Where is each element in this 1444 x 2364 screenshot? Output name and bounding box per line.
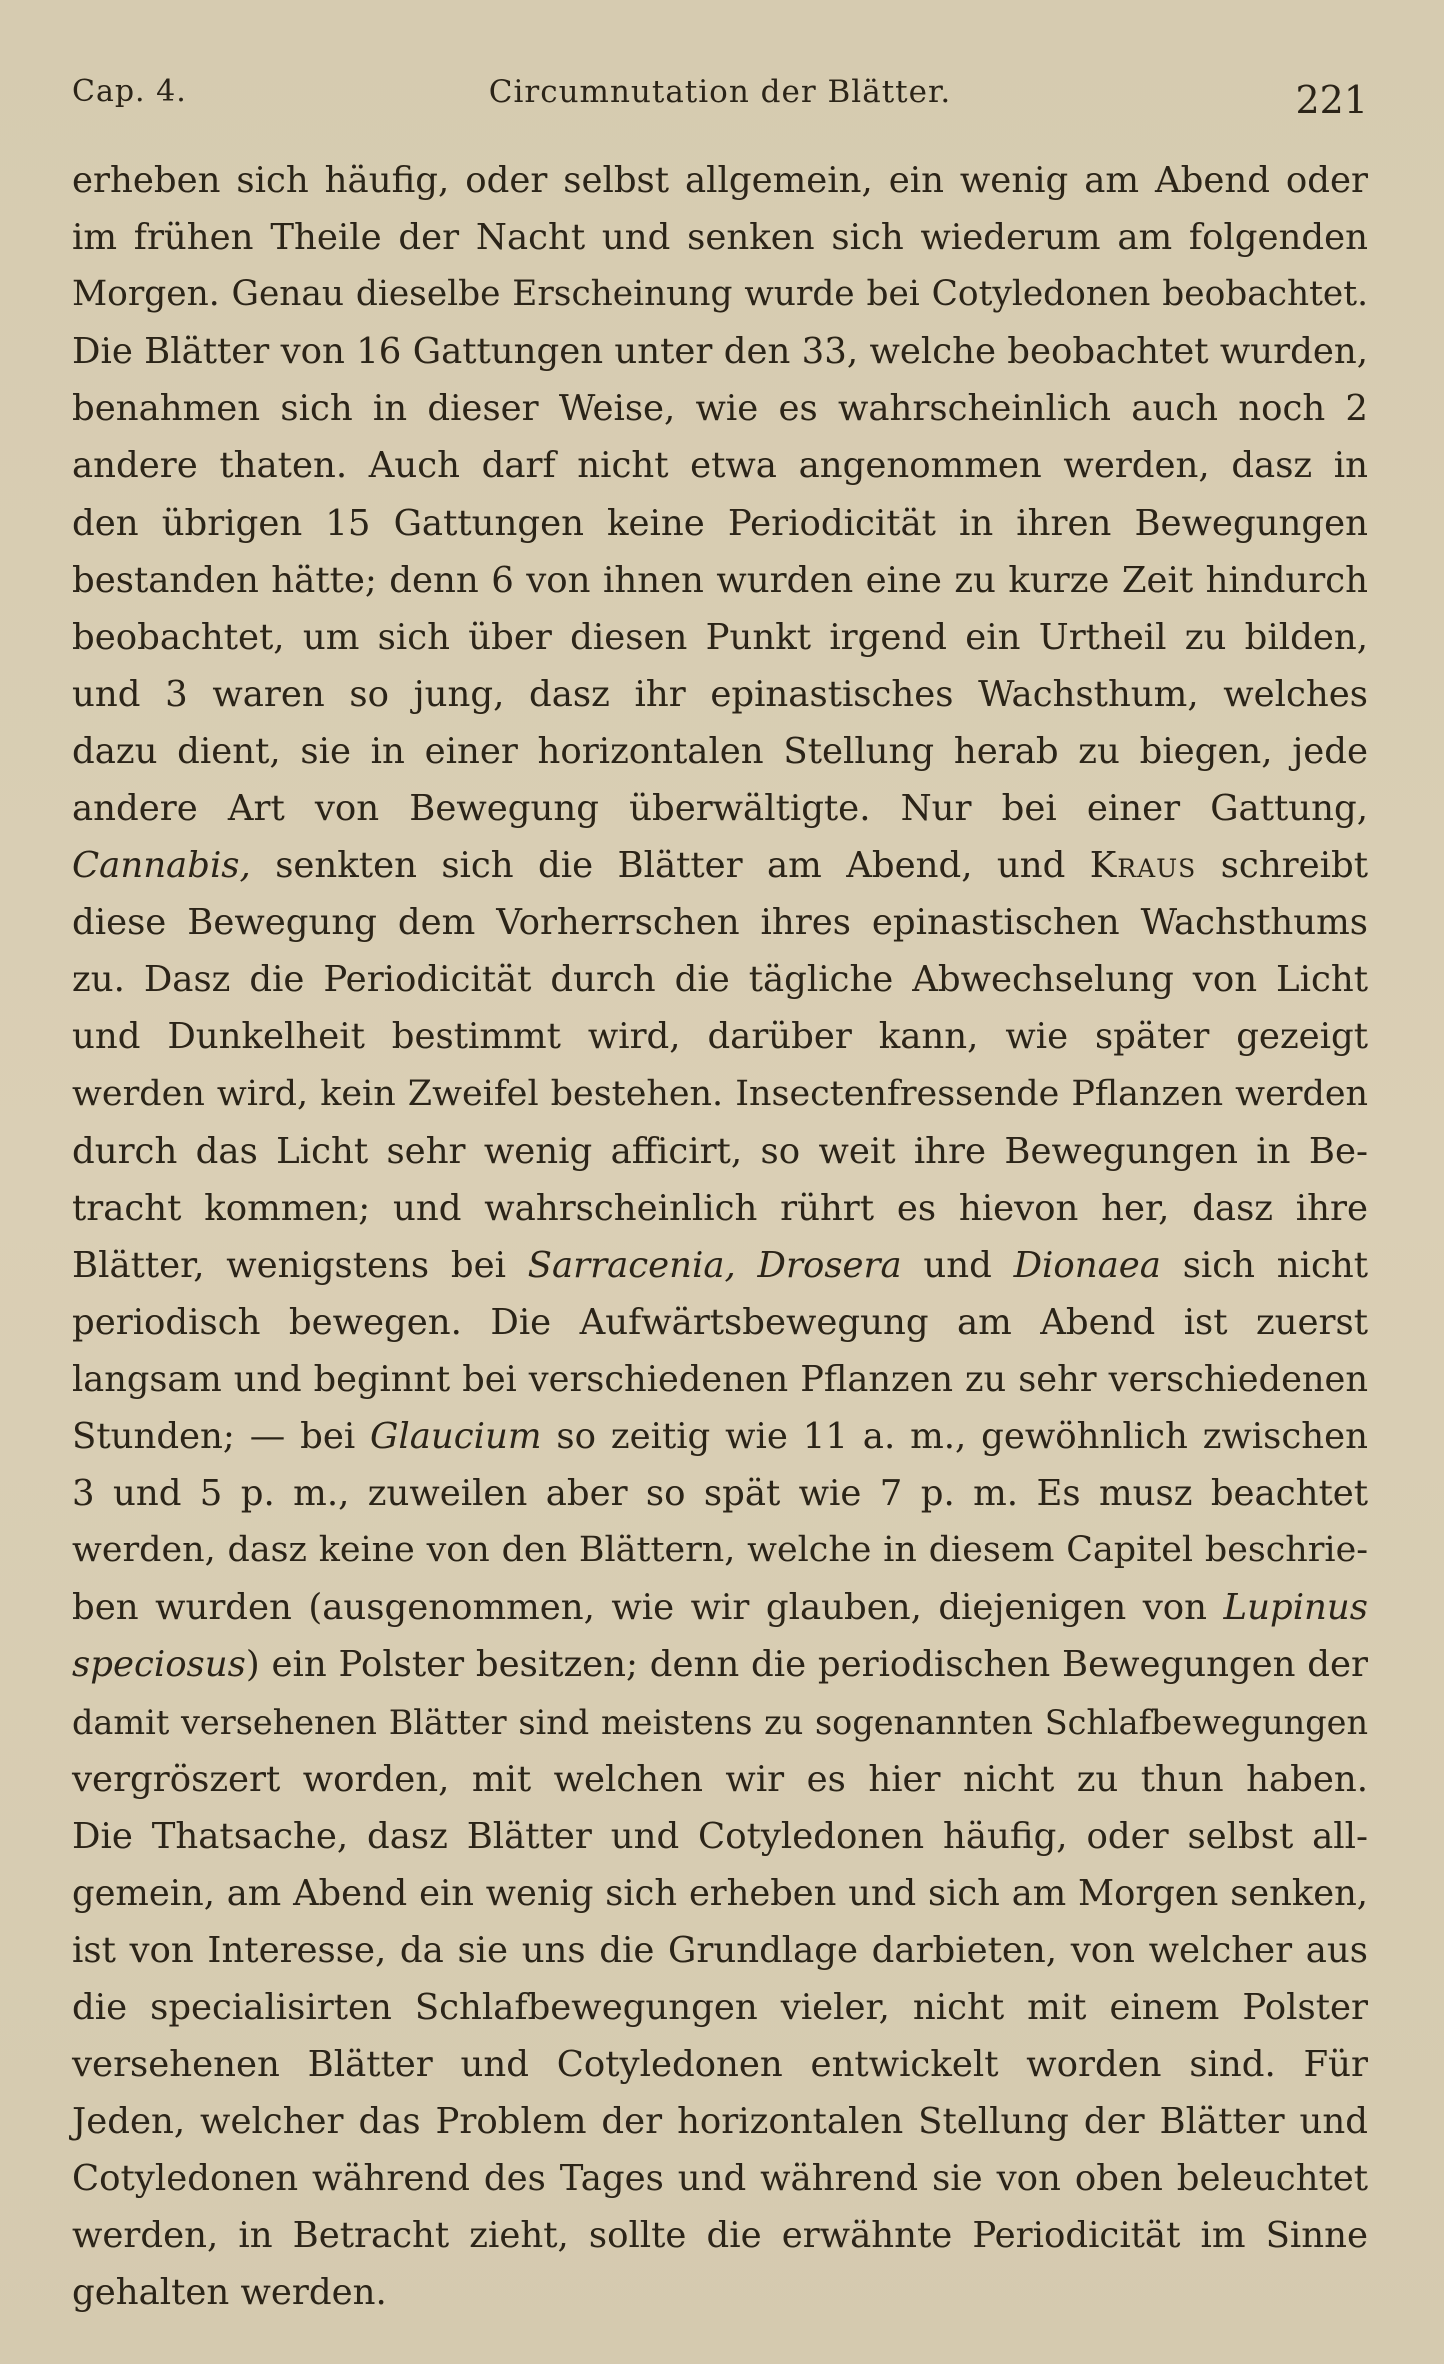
text-line (72, 1579, 1368, 1636)
text-span: werden, dasz keine von den Blättern, welche in diesem Capitel beschrie- (72, 1530, 1368, 1571)
text-line (72, 209, 1368, 266)
text-span: versehenen Blätter und Cotyledonen entwickelt worden sind. Für (72, 2044, 1368, 2086)
text-span: gemein, am Abend ein wenig sich erheben und sich am Morgen senken, (72, 1872, 1368, 1914)
text-line (72, 1522, 1368, 1579)
page-number: 221 (1295, 78, 1368, 122)
text-span: Jeden, welcher das Problem der horizontalen Stellung der Blätter und (72, 2101, 1368, 2143)
text-span: im frühen Theile der Nacht und senken sich wiederum am folgenden (72, 217, 1368, 259)
text-span: damit versehenen Blätter sind meistens zu sogenannten Schlafbewegungen (72, 1702, 1368, 1742)
running-title: Circumnutation der Blätter. (488, 74, 952, 110)
text-span: und (901, 1244, 1014, 1286)
text-line (72, 1694, 1368, 1751)
text-span: Die Blätter von 16 Gattungen unter den 33, welche beobachtet wurden, (72, 331, 1368, 373)
italic-term: Lupinus (1223, 1587, 1368, 1629)
text-span: so zeitig wie 11 a. m., gewöhnlich zwischen (541, 1416, 1368, 1458)
body-paragraph (72, 152, 1368, 2322)
text-span: 3 und 5 p. m., zuweilen aber so spät wie 7 p. m. Es musz beachtet (72, 1473, 1368, 1515)
text-line (72, 951, 1368, 1008)
text-line (72, 666, 1368, 723)
author-name: Kraus (1089, 845, 1197, 887)
text-line (72, 2264, 1368, 2321)
text-line (72, 380, 1368, 437)
text-span: erheben sich häufig, oder selbst allgemein, ein wenig am Abend oder (72, 160, 1368, 201)
text-span: Morgen. Genau dieselbe Erscheinung wurde bei Cotyledonen beobachtet. (72, 274, 1368, 315)
text-line (72, 1408, 1368, 1465)
text-line (72, 1237, 1368, 1294)
text-span: andere Art von Bewegung überwältigte. Nur bei einer Gattung, (72, 788, 1368, 830)
text-span: werden wird, kein Zweifel bestehen. Insectenfressende Pflanzen werden (72, 1073, 1368, 1114)
text-line (72, 2036, 1368, 2093)
text-line (72, 552, 1368, 609)
text-line (72, 1865, 1368, 1922)
chapter-label: Cap. 4. (72, 74, 187, 109)
text-line (72, 266, 1368, 323)
text-line (72, 1979, 1368, 2036)
text-line (72, 1351, 1368, 1408)
text-line (72, 1008, 1368, 1065)
text-line (72, 1123, 1368, 1180)
text-line (72, 1751, 1368, 1808)
text-span: vergröszert worden, mit welchen wir es hier nicht zu thun haben. (72, 1758, 1368, 1800)
text-span: zu. Dasz die Periodicität durch die tägliche Abwechselung von Licht (72, 959, 1368, 1001)
text-span: durch das Licht sehr wenig afficirt, so weit ihre Bewegungen in Be- (72, 1130, 1368, 1172)
text-line (72, 1808, 1368, 1865)
text-line (72, 2150, 1368, 2207)
text-span: und Dunkelheit bestimmt wird, darüber kann, wie später gezeigt (72, 1016, 1368, 1058)
text-span: Blätter, wenigstens bei (72, 1244, 528, 1286)
text-span: die specialisirten Schlafbewegungen vieler, nicht mit einem Polster (72, 1987, 1368, 2028)
text-span: Stunden; — bei (72, 1416, 371, 1458)
text-span: diese Bewegung dem Vorherrschen ihres epinastischen Wachsthums (72, 902, 1368, 944)
text-span: Die Thatsache, dasz Blätter und Cotyledonen häufig, oder selbst all- (72, 1815, 1368, 1857)
text-span: den übrigen 15 Gattungen keine Periodicität in ihren Bewegungen (72, 502, 1368, 544)
text-span: sich nicht (1160, 1244, 1368, 1286)
text-line (72, 723, 1368, 780)
text-line (72, 894, 1368, 951)
italic-term: speciosus (72, 1644, 246, 1686)
text-line (72, 1180, 1368, 1237)
text-span: dazu dient, sie in einer horizontalen Stellung herab zu biegen, jede (72, 730, 1368, 772)
text-line (72, 1294, 1368, 1351)
italic-term: Dionaea (1013, 1244, 1161, 1286)
text-span: tracht kommen; und wahrscheinlich rührt es hievon her, dasz ihre (72, 1187, 1368, 1229)
text-line (72, 323, 1368, 380)
text-line (72, 437, 1368, 494)
text-line (72, 1465, 1368, 1522)
text-span: benahmen sich in dieser Weise, wie es wahrscheinlich auch noch 2 (72, 388, 1368, 430)
text-span: ist von Interesse, da sie uns die Grundlage darbieten, von welcher aus (72, 1929, 1368, 1971)
text-span: andere thaten. Auch darf nicht etwa angenommen werden, dasz in (72, 445, 1368, 487)
text-span: werden, in Betracht zieht, sollte die erwähnte Periodicität im Sinne (72, 2215, 1368, 2257)
text-line (72, 609, 1368, 666)
italic-term: Sarracenia, Drosera (527, 1244, 902, 1286)
text-span: gehalten werden. (72, 2272, 387, 2314)
text-span: schreibt (1196, 845, 1369, 887)
text-span: ) ein Polster besitzen; denn die periodischen Bewegungen der (245, 1644, 1368, 1686)
italic-term: Cannabis, (72, 845, 251, 887)
running-header (72, 70, 1368, 130)
text-line (72, 495, 1368, 552)
text-span: langsam und beginnt bei verschiedenen Pflanzen zu sehr verschiedenen (72, 1358, 1368, 1400)
text-span: bestanden hätte; denn 6 von ihnen wurden eine zu kurze Zeit hindurch (72, 559, 1368, 601)
text-span: senkten sich die Blätter am Abend, und (250, 845, 1090, 887)
text-line (72, 837, 1368, 894)
text-span: und 3 waren so jung, dasz ihr epinastisches Wachsthum, welches (72, 673, 1368, 715)
text-line (72, 2093, 1368, 2150)
text-line (72, 152, 1368, 209)
text-span: beobachtet, um sich über diesen Punkt irgend ein Urtheil zu bilden, (72, 616, 1368, 658)
text-line (72, 1636, 1368, 1693)
text-span: ben wurden (ausgenommen, wie wir glauben, diejenigen von (72, 1587, 1224, 1629)
text-span: periodisch bewegen. Die Aufwärtsbewegung am Abend ist zuerst (72, 1301, 1368, 1343)
text-line (72, 780, 1368, 837)
italic-term: Glaucium (370, 1416, 542, 1458)
text-line (72, 1066, 1368, 1123)
text-span: Cotyledonen während des Tages und während sie von oben beleuchtet (72, 2158, 1368, 2200)
text-line (72, 1922, 1368, 1979)
text-line (72, 2207, 1368, 2264)
